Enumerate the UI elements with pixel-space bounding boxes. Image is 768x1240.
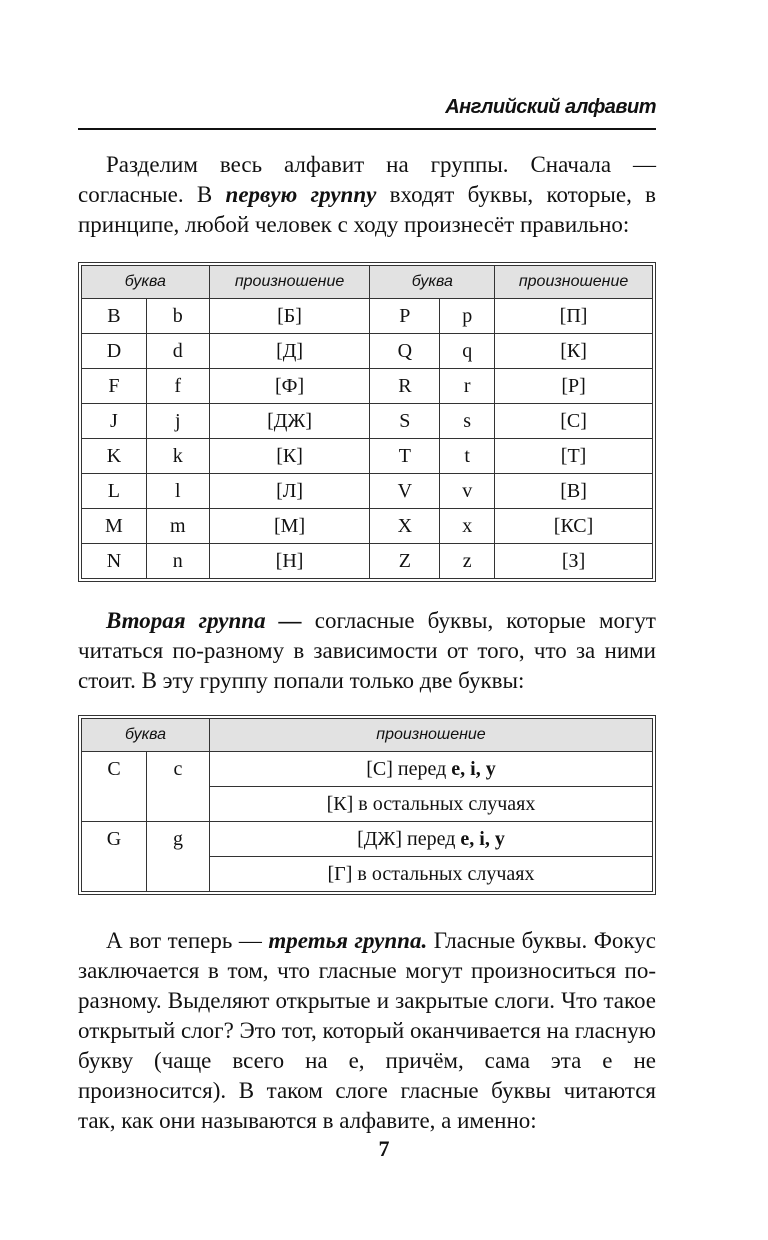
letter-lower: n	[146, 544, 209, 579]
letter-lower: r	[440, 369, 495, 404]
pronunciation: [Ф]	[209, 369, 370, 404]
table-header-row	[82, 266, 653, 299]
pronunciation-rule	[210, 822, 653, 857]
table-header-row	[82, 719, 653, 752]
letter-upper: J	[82, 404, 147, 439]
header-letter: буква	[82, 266, 210, 299]
letter-upper: K	[82, 439, 147, 474]
letter-upper: M	[82, 509, 147, 544]
pronunciation: [КС]	[495, 509, 653, 544]
pronunciation-rule: [Г] в остальных случаях	[210, 857, 653, 892]
pronunciation-sound: [ДЖ] перед	[357, 827, 461, 850]
letter-lower: f	[146, 369, 209, 404]
paragraph-third-group-emphasis: третья группа.	[268, 928, 428, 953]
letter-upper: R	[370, 369, 440, 404]
letter-upper: G	[82, 822, 147, 892]
letter-lower: x	[440, 509, 495, 544]
running-head: Английский алфавит	[445, 96, 656, 118]
paragraph-intro-text-b: входят буквы, которые, в принципе, любой человек с ходу произнесёт правильно:	[78, 182, 656, 237]
paragraph-third-group	[78, 926, 656, 1136]
letter-lower: g	[147, 822, 210, 892]
letter-upper: X	[370, 509, 440, 544]
letter-lower: m	[146, 509, 209, 544]
pronunciation: [Р]	[495, 369, 653, 404]
pronunciation: [К]	[209, 439, 370, 474]
table-row	[82, 369, 653, 404]
letter-lower: q	[440, 334, 495, 369]
letter-lower: j	[146, 404, 209, 439]
paragraph-third-group-text-a: А вот теперь —	[106, 928, 269, 953]
letter-lower: v	[440, 474, 495, 509]
paragraph-second-group-text: согласные буквы, которые могут читаться по-разному в зависимости от того, что за ними стоит. В эту группу попали только две буквы:	[78, 608, 656, 693]
pronunciation: [Л]	[209, 474, 370, 509]
pronunciation: [Б]	[209, 299, 370, 334]
letter-lower: p	[440, 299, 495, 334]
letter-upper: L	[82, 474, 147, 509]
pronunciation-letters: e, i, y	[460, 827, 505, 850]
header-pronunciation: произношение	[495, 266, 653, 299]
pronunciation-letters: e, i, y	[451, 757, 496, 780]
pronunciation: [Д]	[209, 334, 370, 369]
header-rule	[78, 128, 656, 130]
letter-upper: Q	[370, 334, 440, 369]
header-pronunciation: произношение	[210, 719, 653, 752]
table-row	[82, 334, 653, 369]
pronunciation: [Н]	[209, 544, 370, 579]
paragraph-intro	[78, 150, 656, 240]
letter-lower: t	[440, 439, 495, 474]
letter-upper: Z	[370, 544, 440, 579]
letter-upper: B	[82, 299, 147, 334]
table-row	[82, 752, 653, 787]
letter-lower: z	[440, 544, 495, 579]
pronunciation: [ДЖ]	[209, 404, 370, 439]
letter-lower: s	[440, 404, 495, 439]
first-group-table	[78, 262, 656, 582]
table-row	[82, 822, 653, 857]
letter-upper: S	[370, 404, 440, 439]
pronunciation: [М]	[209, 509, 370, 544]
letter-lower: k	[146, 439, 209, 474]
table-row	[82, 299, 653, 334]
letter-upper: V	[370, 474, 440, 509]
letter-upper: T	[370, 439, 440, 474]
pronunciation: [Т]	[495, 439, 653, 474]
second-group-table	[78, 715, 656, 895]
paragraph-intro-emphasis: первую группу	[225, 182, 377, 207]
pronunciation: [К]	[495, 334, 653, 369]
letter-upper: F	[82, 369, 147, 404]
letter-lower: b	[146, 299, 209, 334]
table-row	[82, 474, 653, 509]
header-letter: буква	[370, 266, 495, 299]
paragraph-third-group-text-b: Гласные буквы. Фокус заключается в том, что гласные могут произноситься по-разному. Выделяют открытые и закрытые слоги. Что такое открытый слог? Это тот, который оканчивается на гласную букву (чаще всего на e, причём, сама эта e не произносится). В таком слоге гласные буквы читаются так, как они называются в алфавите, а именно:	[78, 928, 656, 1133]
table-row	[82, 544, 653, 579]
letter-lower: d	[146, 334, 209, 369]
header-letter: буква	[82, 719, 210, 752]
paragraph-second-group	[78, 606, 656, 696]
pronunciation: [П]	[495, 299, 653, 334]
pronunciation: [С]	[495, 404, 653, 439]
pronunciation-sound: [С] перед	[366, 757, 452, 780]
letter-lower: l	[146, 474, 209, 509]
pronunciation: [В]	[495, 474, 653, 509]
letter-upper: D	[82, 334, 147, 369]
letter-upper: C	[82, 752, 147, 822]
paragraph-intro-text-a: Разделим весь алфавит на группы. Сначала — согласные. В	[78, 152, 656, 207]
pronunciation-rule: [К] в остальных случаях	[210, 787, 653, 822]
table-row	[82, 439, 653, 474]
letter-upper: N	[82, 544, 147, 579]
pronunciation-rule	[210, 752, 653, 787]
paragraph-second-group-emphasis: Вторая группа —	[106, 608, 302, 633]
table-row	[82, 404, 653, 439]
pronunciation: [З]	[495, 544, 653, 579]
letter-lower: c	[147, 752, 210, 822]
header-pronunciation: произношение	[209, 266, 370, 299]
table-row	[82, 509, 653, 544]
letter-upper: P	[370, 299, 440, 334]
page-number: 7	[378, 1136, 390, 1161]
